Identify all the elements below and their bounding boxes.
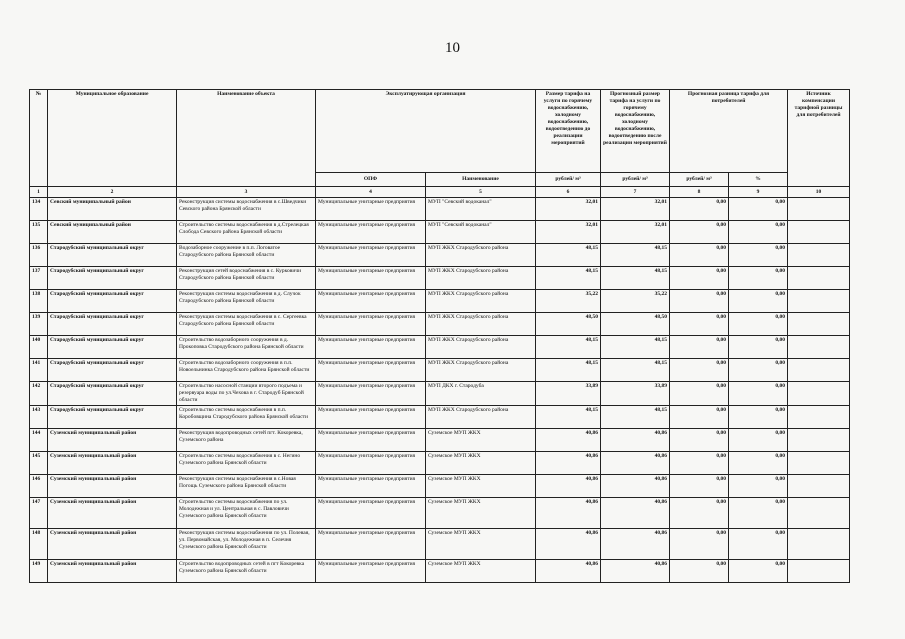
table-row [30, 529, 850, 560]
source-cell [788, 452, 850, 475]
diff-pct-cell: 0,00 [729, 221, 788, 244]
opf-cell: Муниципальные унитарные предприятия [316, 475, 426, 498]
municipality-cell: Суземский муниципальный район [48, 452, 177, 475]
table-body [30, 198, 850, 583]
source-cell [788, 498, 850, 529]
diff-pct-cell: 0,00 [729, 244, 788, 267]
diff-rub-cell: 0,00 [670, 359, 729, 382]
header-forecast-diff: Прогнозная разница тарифа для потребителей [670, 90, 788, 173]
opf-cell: Муниципальные унитарные предприятия [316, 221, 426, 244]
col-number: 7 [601, 187, 670, 198]
source-cell [788, 290, 850, 313]
opf-cell: Муниципальные унитарные предприятия [316, 560, 426, 583]
table-row [30, 429, 850, 452]
diff-pct-cell: 0,00 [729, 498, 788, 529]
source-cell [788, 336, 850, 359]
col-number: 5 [426, 187, 536, 198]
row-number: 143 [30, 406, 48, 429]
header-operator: Эксплуатирующая организация [316, 90, 536, 173]
source-cell [788, 244, 850, 267]
forecast-tariff-cell: 33,89 [601, 382, 670, 406]
forecast-tariff-cell: 48,15 [601, 359, 670, 382]
tariff-cell: 40,86 [536, 560, 601, 583]
row-number: 149 [30, 560, 48, 583]
object-cell: Строительство системы водоснабжения в п.п. Коробовщина Стародубского района Брянской области [177, 406, 316, 429]
object-cell: Строительство водозаборного сооружения в п.п. Новоельнинка Стародубского района Брянской области [177, 359, 316, 382]
diff-pct-cell: 0,00 [729, 529, 788, 560]
forecast-tariff-cell: 48,15 [601, 244, 670, 267]
table-row [30, 406, 850, 429]
forecast-tariff-cell: 48,15 [601, 336, 670, 359]
municipality-cell: Суземский муниципальный район [48, 529, 177, 560]
tariff-cell: 40,86 [536, 452, 601, 475]
operator-cell: МУП "Севский водоканал" [426, 221, 536, 244]
diff-rub-cell: 0,00 [670, 406, 729, 429]
object-cell: Строительство системы водоснабжения по ул. Молодежная и ул. Центральная в с. Павловичи Суземского района Брянской области [177, 498, 316, 529]
row-number: 134 [30, 198, 48, 221]
tariff-cell: 48,15 [536, 336, 601, 359]
diff-rub-cell: 0,00 [670, 429, 729, 452]
row-number: 148 [30, 529, 48, 560]
forecast-tariff-cell: 40,86 [601, 560, 670, 583]
source-cell [788, 475, 850, 498]
col-number: 1 [30, 187, 48, 198]
opf-cell: Муниципальные унитарные предприятия [316, 498, 426, 529]
municipality-cell: Суземский муниципальный район [48, 560, 177, 583]
opf-cell: Муниципальные унитарные предприятия [316, 529, 426, 560]
diff-pct-cell: 0,00 [729, 313, 788, 336]
municipality-cell: Севский муниципальный район [48, 221, 177, 244]
object-cell: Реконструкция водопроводных сетей пгт. Кокоревка, Суземского района [177, 429, 316, 452]
diff-pct-cell: 0,00 [729, 382, 788, 406]
row-number: 142 [30, 382, 48, 406]
tariff-cell: 48,15 [536, 244, 601, 267]
diff-rub-cell: 0,00 [670, 267, 729, 290]
col-number: 10 [788, 187, 850, 198]
col-number: 9 [729, 187, 788, 198]
municipality-cell: Стародубский муниципальный округ [48, 336, 177, 359]
forecast-tariff-cell: 40,86 [601, 475, 670, 498]
col-number: 4 [316, 187, 426, 198]
opf-cell: Муниципальные унитарные предприятия [316, 336, 426, 359]
municipality-cell: Стародубский муниципальный округ [48, 406, 177, 429]
col-number: 6 [536, 187, 601, 198]
row-number: 139 [30, 313, 48, 336]
tariff-cell: 40,86 [536, 429, 601, 452]
source-cell [788, 406, 850, 429]
operator-cell: МУП ДКХ г. Стародуба [426, 382, 536, 406]
header-tariff: Размер тарифа на услуги по горячему водоснабжению, холодному водоснабжению, водоотведению до реализации мероприятий [536, 90, 601, 173]
operator-cell: Суземское МУП ЖКХ [426, 498, 536, 529]
header-unit-6: рублей/ м³ [536, 173, 601, 187]
opf-cell: Муниципальные унитарные предприятия [316, 244, 426, 267]
table-row [30, 498, 850, 529]
forecast-tariff-cell: 32,01 [601, 198, 670, 221]
col-number: 8 [670, 187, 729, 198]
header-num: № [30, 90, 48, 187]
tariff-cell: 48,15 [536, 359, 601, 382]
tariff-cell: 32,01 [536, 221, 601, 244]
header-unit-8: рублей/ м³ [670, 173, 729, 187]
source-cell [788, 221, 850, 244]
col-number: 2 [48, 187, 177, 198]
row-number: 138 [30, 290, 48, 313]
header-opf: ОПФ [316, 173, 426, 187]
opf-cell: Муниципальные унитарные предприятия [316, 359, 426, 382]
opf-cell: Муниципальные унитарные предприятия [316, 267, 426, 290]
opf-cell: Муниципальные унитарные предприятия [316, 198, 426, 221]
source-cell [788, 359, 850, 382]
diff-rub-cell: 0,00 [670, 452, 729, 475]
municipality-cell: Стародубский муниципальный округ [48, 382, 177, 406]
row-number: 140 [30, 336, 48, 359]
row-number: 147 [30, 498, 48, 529]
forecast-tariff-cell: 35,22 [601, 290, 670, 313]
operator-cell: МУП "Севский водоканал" [426, 198, 536, 221]
source-cell [788, 267, 850, 290]
operator-cell: МУП ЖКХ Стародубского района [426, 267, 536, 290]
table-row [30, 452, 850, 475]
table-row [30, 475, 850, 498]
opf-cell: Муниципальные унитарные предприятия [316, 382, 426, 406]
tariff-cell: 33,89 [536, 382, 601, 406]
table-row [30, 290, 850, 313]
operator-cell: Суземское МУП ЖКХ [426, 529, 536, 560]
object-cell: Строительство водопроводных сетей в пгт Кокоревка Суземского района Брянской области [177, 560, 316, 583]
forecast-tariff-cell: 40,86 [601, 429, 670, 452]
tariff-cell: 35,22 [536, 290, 601, 313]
row-number: 135 [30, 221, 48, 244]
diff-pct-cell: 0,00 [729, 359, 788, 382]
forecast-tariff-cell: 48,15 [601, 267, 670, 290]
table-row [30, 313, 850, 336]
page-number: 10 [445, 40, 460, 56]
column-numbers-row [30, 187, 850, 198]
municipality-cell: Стародубский муниципальный округ [48, 267, 177, 290]
diff-pct-cell: 0,00 [729, 336, 788, 359]
diff-pct-cell: 0,00 [729, 198, 788, 221]
table-row [30, 382, 850, 406]
municipality-cell: Суземский муниципальный район [48, 498, 177, 529]
tariff-cell: 32,01 [536, 198, 601, 221]
diff-rub-cell: 0,00 [670, 382, 729, 406]
table-row [30, 336, 850, 359]
operator-cell: Суземское МУП ЖКХ [426, 452, 536, 475]
header-forecast-tariff: Прогнозный размер тарифа на услуги по горячему водоснабжению, холодному водоснабжению, водоотведению после реализации мероприятий [601, 90, 670, 173]
operator-cell: Суземское МУП ЖКХ [426, 560, 536, 583]
tariff-cell: 48,15 [536, 267, 601, 290]
row-number: 141 [30, 359, 48, 382]
diff-rub-cell: 0,00 [670, 313, 729, 336]
operator-cell: МУП ЖКХ Стародубского района [426, 290, 536, 313]
object-cell: Строительство системы водоснабжения в с. Негино Суземского района Брянской области [177, 452, 316, 475]
diff-pct-cell: 0,00 [729, 406, 788, 429]
table-row [30, 244, 850, 267]
diff-rub-cell: 0,00 [670, 290, 729, 313]
diff-pct-cell: 0,00 [729, 267, 788, 290]
operator-cell: МУП ЖКХ Стародубского района [426, 244, 536, 267]
forecast-tariff-cell: 40,86 [601, 498, 670, 529]
object-cell: Строительство системы водоснабжения в д.Стрелецкая Слобода Севского района Брянской области [177, 221, 316, 244]
source-cell [788, 382, 850, 406]
tariff-cell: 40,86 [536, 475, 601, 498]
header-municipality: Муниципальное образование [48, 90, 177, 187]
forecast-tariff-cell: 40,86 [601, 529, 670, 560]
opf-cell: Муниципальные унитарные предприятия [316, 313, 426, 336]
diff-pct-cell: 0,00 [729, 475, 788, 498]
municipality-cell: Стародубский муниципальный округ [48, 244, 177, 267]
diff-rub-cell: 0,00 [670, 498, 729, 529]
object-cell: Реконструкция системы водоснабжения в с.Новая Погощь Суземского района Брянской области [177, 475, 316, 498]
forecast-tariff-cell: 40,86 [601, 452, 670, 475]
tariff-cell: 40,86 [536, 498, 601, 529]
operator-cell: МУП ЖКХ Стародубского района [426, 313, 536, 336]
forecast-tariff-cell: 48,15 [601, 406, 670, 429]
object-cell: Реконструкция системы водоснабжения в д. Случок Стародубского района Брянской области [177, 290, 316, 313]
diff-rub-cell: 0,00 [670, 221, 729, 244]
source-cell [788, 560, 850, 583]
opf-cell: Муниципальные унитарные предприятия [316, 290, 426, 313]
row-number: 136 [30, 244, 48, 267]
opf-cell: Муниципальные унитарные предприятия [316, 406, 426, 429]
source-cell [788, 429, 850, 452]
operator-cell: МУП ЖКХ Стародубского района [426, 359, 536, 382]
diff-pct-cell: 0,00 [729, 429, 788, 452]
row-number: 145 [30, 452, 48, 475]
header-source: Источник компенсации тарифной разницы для потребителей [788, 90, 850, 187]
row-number: 137 [30, 267, 48, 290]
diff-rub-cell: 0,00 [670, 529, 729, 560]
municipality-cell: Суземский муниципальный район [48, 475, 177, 498]
header-object: Наименование объекта [177, 90, 316, 187]
header-name: Наименование [426, 173, 536, 187]
table-row [30, 359, 850, 382]
tariff-cell: 48,50 [536, 313, 601, 336]
operator-cell: МУП ЖКХ Стародубского района [426, 406, 536, 429]
source-cell [788, 198, 850, 221]
opf-cell: Муниципальные унитарные предприятия [316, 429, 426, 452]
object-cell: Строительство водозаборного сооружения в д. Прокоповка Стародубского района Брянской области [177, 336, 316, 359]
table-row [30, 198, 850, 221]
diff-rub-cell: 0,00 [670, 560, 729, 583]
object-cell: Реконструкция системы водоснабжения в с. Сергеевка Стародубского района Брянской области [177, 313, 316, 336]
object-cell: Водозаборное сооружение в п.п. Логоватое Стародубского района Брянской области [177, 244, 316, 267]
object-cell: Строительство насосной станции второго подъема и резервуара воды по ул.Чехова в г. Стародуб Брянской области [177, 382, 316, 406]
row-number: 144 [30, 429, 48, 452]
forecast-tariff-cell: 48,50 [601, 313, 670, 336]
object-cell: Реконструкция системы водоснабжения по ул. Полевая, ул. Первомайская, ул. Молодежная в п. Селечня Суземского района Брянской области [177, 529, 316, 560]
diff-rub-cell: 0,00 [670, 244, 729, 267]
tariff-table [29, 89, 850, 583]
municipality-cell: Севский муниципальный район [48, 198, 177, 221]
table-row [30, 267, 850, 290]
diff-pct-cell: 0,00 [729, 452, 788, 475]
col-number: 3 [177, 187, 316, 198]
table-row [30, 221, 850, 244]
municipality-cell: Стародубский муниципальный округ [48, 290, 177, 313]
object-cell: Реконструкция сетей водоснабжения в с. Курковичи Стародубского района Брянской области [177, 267, 316, 290]
opf-cell: Муниципальные унитарные предприятия [316, 452, 426, 475]
municipality-cell: Суземский муниципальный район [48, 429, 177, 452]
operator-cell: Суземское МУП ЖКХ [426, 429, 536, 452]
forecast-tariff-cell: 32,01 [601, 221, 670, 244]
header-unit-7: рублей/ м³ [601, 173, 670, 187]
object-cell: Реконструкция системы водоснабжения в с.Шведчики Севского района Брянской области [177, 198, 316, 221]
table-row [30, 560, 850, 583]
diff-rub-cell: 0,00 [670, 336, 729, 359]
source-cell [788, 313, 850, 336]
operator-cell: МУП ЖКХ Стародубского района [426, 336, 536, 359]
tariff-cell: 40,86 [536, 529, 601, 560]
diff-pct-cell: 0,00 [729, 560, 788, 583]
diff-rub-cell: 0,00 [670, 198, 729, 221]
municipality-cell: Стародубский муниципальный округ [48, 313, 177, 336]
source-cell [788, 529, 850, 560]
operator-cell: Суземское МУП ЖКХ [426, 475, 536, 498]
municipality-cell: Стародубский муниципальный округ [48, 359, 177, 382]
row-number: 146 [30, 475, 48, 498]
diff-pct-cell: 0,00 [729, 290, 788, 313]
header-unit-pct: % [729, 173, 788, 187]
diff-rub-cell: 0,00 [670, 475, 729, 498]
tariff-cell: 48,15 [536, 406, 601, 429]
